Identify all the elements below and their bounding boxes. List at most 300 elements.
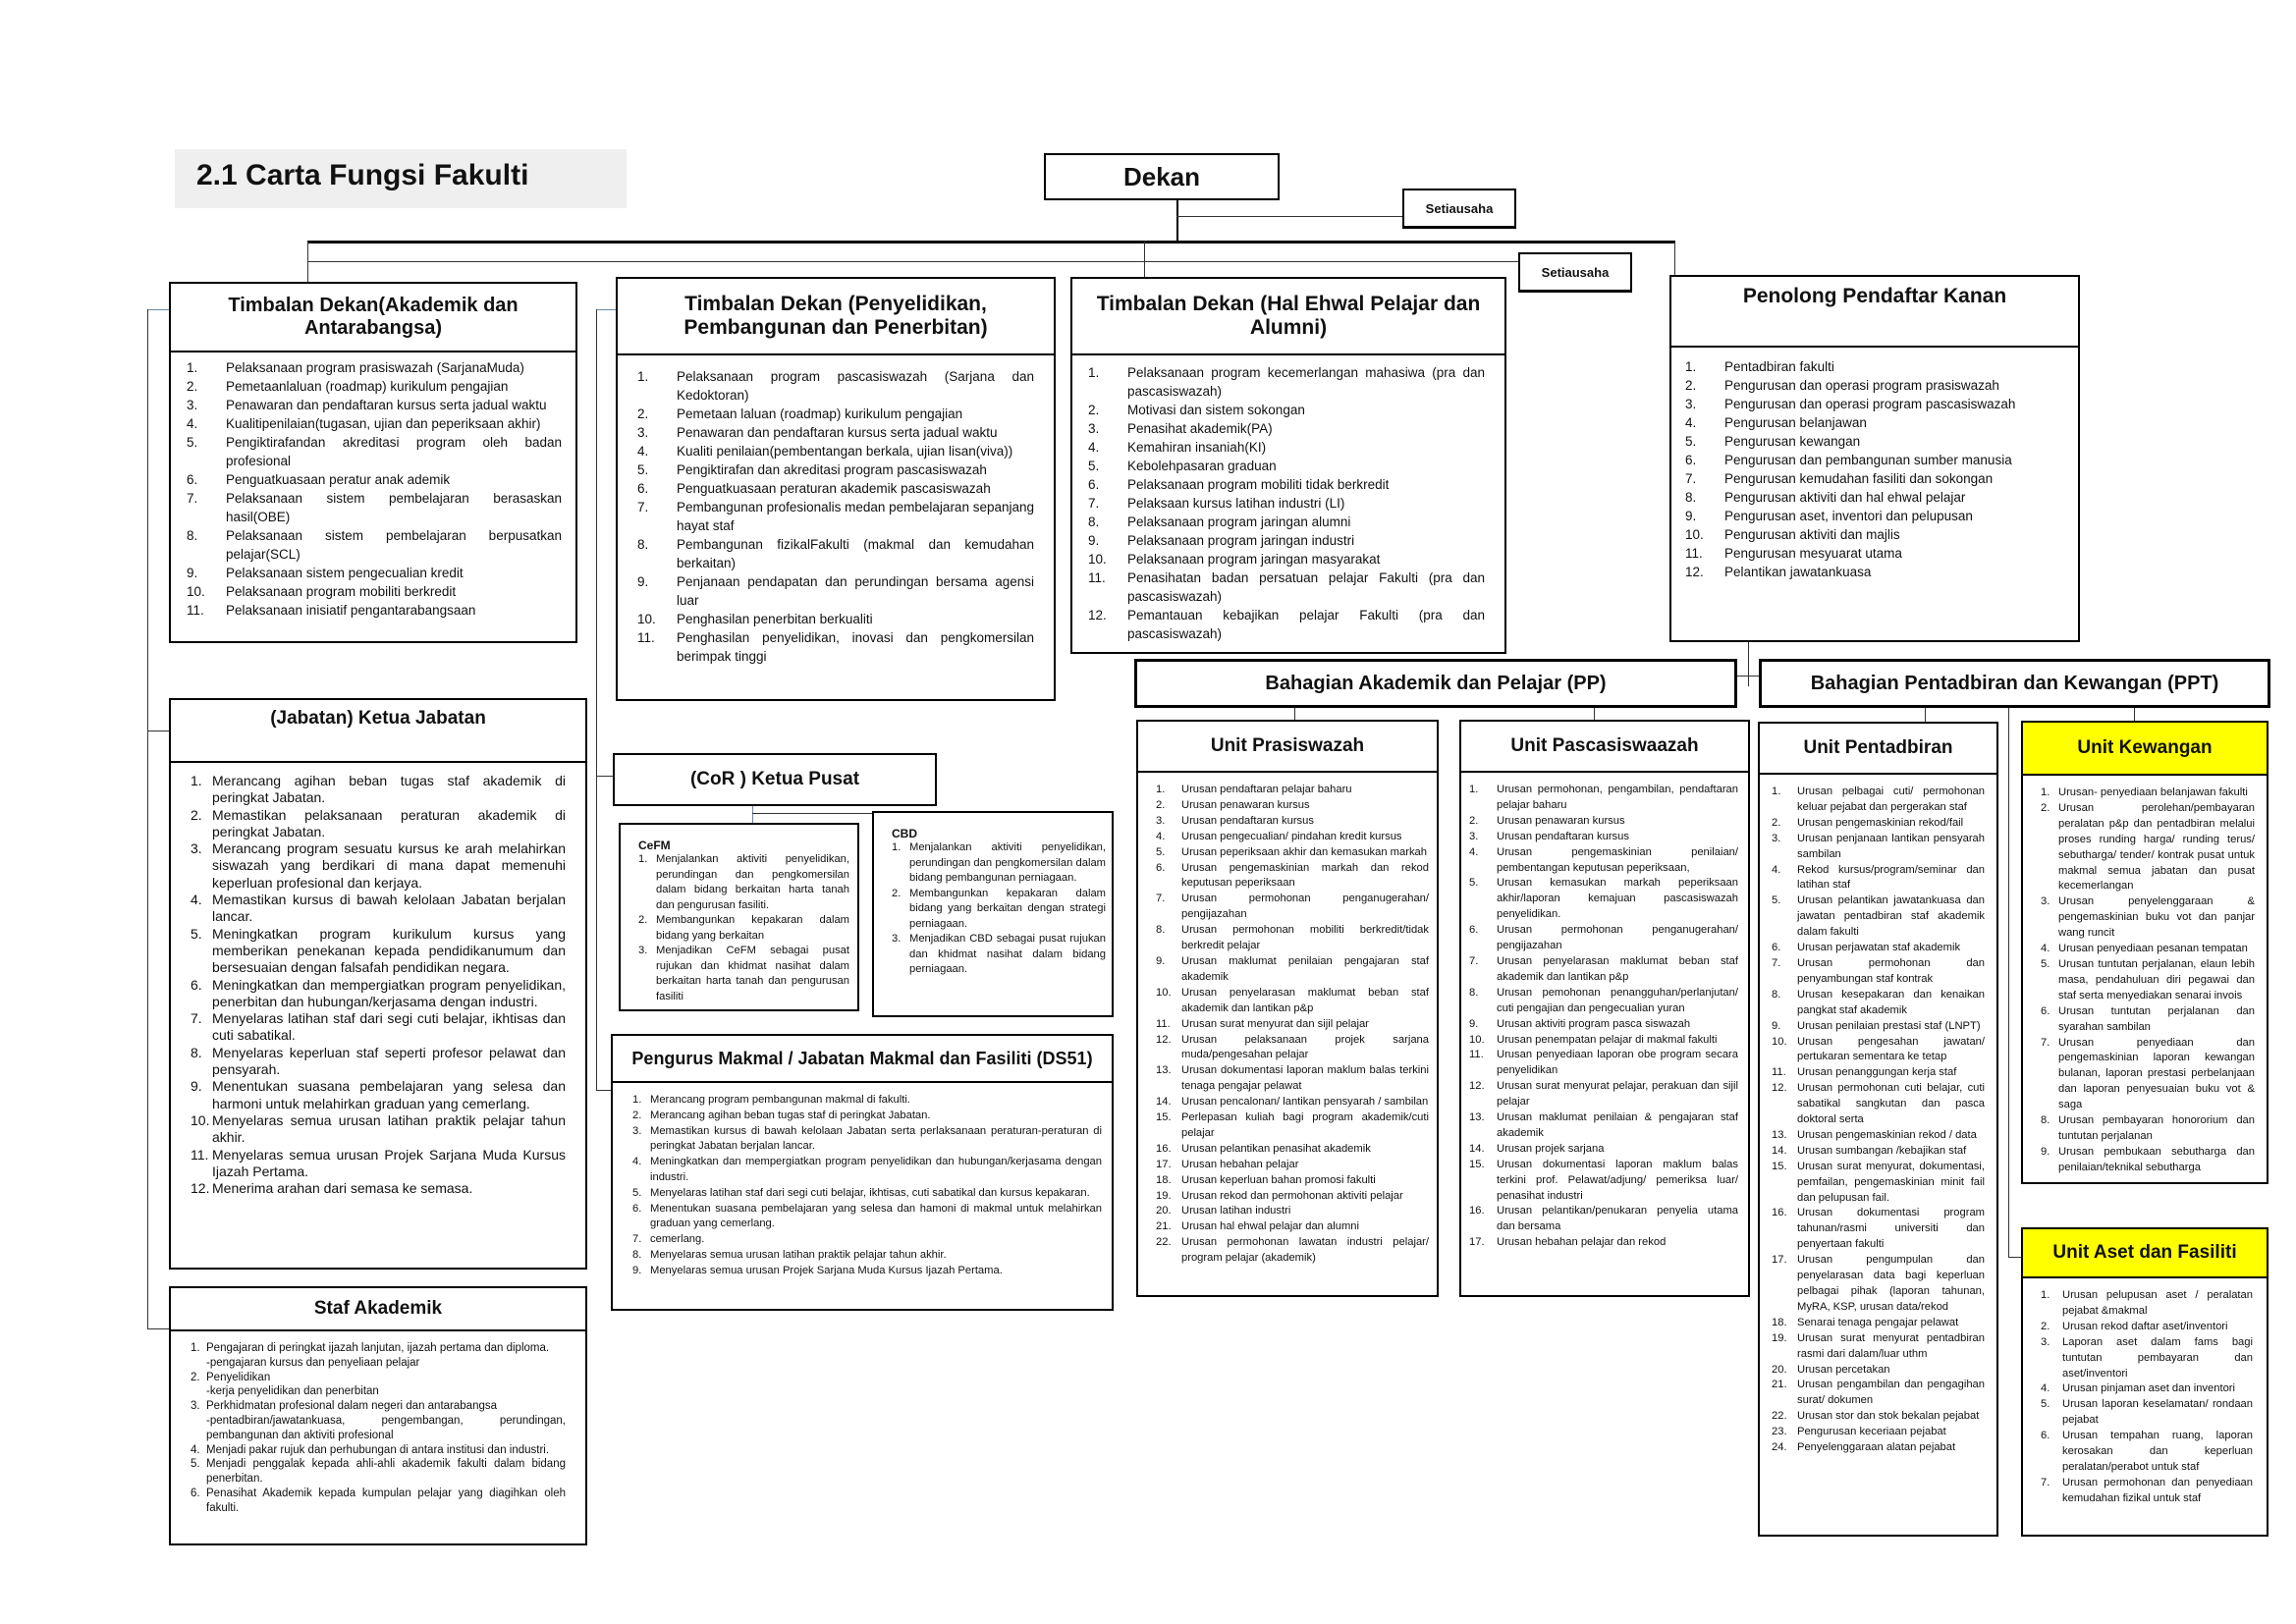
- list-item-main: Urusan permohonan penganugerahan/ pengijazahan: [1181, 893, 1429, 921]
- list-item-text: [1127, 363, 1485, 401]
- list-item: [1469, 1235, 1738, 1251]
- list-item-number: 4.: [1156, 830, 1166, 842]
- list-item-main: Urusan permohonan lawatan industri pelajar/ program pelajar (akademik): [1181, 1236, 1429, 1265]
- list-item-text: [1797, 1331, 1985, 1363]
- list-item: [637, 367, 1034, 405]
- list-item: [1685, 451, 2064, 469]
- list-item-main: Penyelidikan: [206, 1371, 271, 1383]
- list-item: [2041, 1288, 2253, 1320]
- list-item: [637, 628, 1034, 666]
- list-item-main: Pembangunan profesionalis medan pembelajaran sepanjang hayat staf: [677, 500, 1035, 533]
- list-item-main: Urusan perolehan/pembayaran peralatan p&p dan pentadbiran melalui proses runding harga/ runding terus/ sebutharga/ tender/ kontrak pusat untuk makmal semua jabatan dan pusat kecemerlangan: [2058, 801, 2255, 893]
- list-item-number: 4.: [2041, 943, 2050, 955]
- list-item-text: [226, 414, 562, 433]
- list-item-main: Pentadbiran fakulti: [1724, 359, 1834, 374]
- list-item: [1156, 1110, 1429, 1142]
- list-item-number: 2.: [191, 806, 202, 823]
- list-item-main: Pemetaanlaluan (roadmap) kurikulum pengajian: [226, 379, 509, 394]
- list-item-number: 3.: [1088, 421, 1100, 436]
- list-item-main: Urusan permohonan penganugerahan/ pengijazahan: [1497, 924, 1738, 952]
- list-item-text: [1497, 1235, 1738, 1251]
- list-item-text: [212, 807, 566, 841]
- list-item-main: Pelaksanaan program pascasiswazah (Sarjana dan Kedoktoran): [677, 369, 1034, 403]
- list-item: [2041, 1320, 2253, 1335]
- list-item-number: 10.: [1088, 552, 1107, 567]
- ketua-pusat-title: (CoR ) Ketua Pusat: [689, 769, 860, 789]
- list-item-main: Pengurusan kewangan: [1724, 434, 1861, 449]
- list-item: [892, 840, 1106, 887]
- list-item-main: Urusan dokumentasi program tahunan/rasmi universiti dan penyertaan fakulti: [1797, 1207, 1985, 1251]
- list-item: [1469, 1017, 1738, 1033]
- list-item-main: Pengiktirafan dan akreditasi program pascasiswazah: [677, 462, 987, 477]
- list-item: [1772, 1019, 1985, 1035]
- unit-aset-header: [2023, 1229, 2267, 1278]
- list-item-main: Penguatkuasaan peraturan akademik pascasiswazah: [677, 481, 991, 496]
- list-item-main: Menjadi pakar rujuk dan perhubungan di antara institusi dan industri.: [206, 1443, 550, 1456]
- list-item-text: [212, 892, 566, 926]
- list-item-number: 1.: [632, 1094, 642, 1106]
- list-item: [187, 433, 562, 470]
- list-item-text: [677, 628, 1034, 666]
- list-item-main: Urusan pencalonan/ lantikan pensyarah / sambilan: [1181, 1096, 1429, 1109]
- list-item-main: Menjadi penggalak kepada ahli-ahli akademik fakulti dalam bidang penerbitan.: [206, 1458, 566, 1486]
- list-item: [1156, 845, 1429, 861]
- list-item-main: Memastikan pelaksanaan peraturan akademik di peringkat Jabatan.: [212, 806, 566, 839]
- list-item-main: Motivasi dan sistem sokongan: [1127, 403, 1305, 417]
- list-item-number: 6.: [1469, 924, 1479, 937]
- list-item: [2041, 957, 2255, 1004]
- list-item: [1088, 550, 1485, 568]
- list-item-main: Urusan projek sarjana: [1497, 1142, 1605, 1155]
- list-item-main: Menyelaras semua urusan Projek Sarjana Muda Kursus Ijazah Pertama.: [212, 1146, 566, 1179]
- list-item: [187, 377, 562, 396]
- list-item-main: Urusan pengambilan dan pengagihan surat/ dokumen: [1797, 1379, 1985, 1407]
- td-hep-box: [1070, 277, 1506, 654]
- list-item-main: Pelaksanaan program jaringan masyarakat: [1127, 552, 1381, 567]
- list-item-main: Meningkatkan dan mempergiatkan program penyelidikan, penerbitan dan hubungan/kerjasama dengan industri.: [212, 976, 566, 1009]
- list-item-main: Merancang program pembangunan makmal di fakulti.: [650, 1094, 910, 1106]
- list-item-main: Pengiktirafandan akreditasi program oleh badan profesional: [226, 435, 562, 468]
- list-item-text: [1497, 923, 1738, 954]
- list-item: [187, 470, 562, 489]
- list-item: [1156, 923, 1429, 954]
- ketua-jabatan-header: [171, 700, 585, 763]
- list-item-number: 9.: [1088, 533, 1100, 548]
- list-item-text: [677, 442, 1034, 460]
- list-item-number: 8.: [191, 1044, 202, 1060]
- list-item-main: Urusan rekod dan permohonan aktiviti pelajar: [1181, 1189, 1403, 1202]
- list-item-text: [650, 1093, 1102, 1109]
- list-item-text: [212, 977, 566, 1011]
- list-item: [2041, 1476, 2253, 1507]
- list-item-main: Pelaksanaan program prasiswazah (SarjanaMuda): [226, 360, 524, 375]
- list-item-number: 3.: [187, 398, 198, 412]
- list-item-number: 16.: [1772, 1207, 1787, 1219]
- list-item: [892, 932, 1106, 978]
- list-item-main: Urusan penawaran kursus: [1181, 798, 1310, 811]
- list-item-number: 11.: [1088, 570, 1106, 585]
- list-item-text: [2062, 1335, 2253, 1382]
- unit-prasiswazah-box: [1136, 720, 1439, 1297]
- list-item-main: Pengurusan dan pembangunan sumber manusia: [1724, 453, 2012, 467]
- list-item-text: [206, 1443, 566, 1458]
- list-item: [2041, 1381, 2253, 1397]
- list-item-number: 1.: [2041, 786, 2050, 798]
- list-item: [191, 807, 566, 841]
- list-item: [1469, 783, 1738, 814]
- list-item-number: 5.: [1772, 894, 1781, 907]
- list-item: [1156, 814, 1429, 830]
- list-item-text: [212, 926, 566, 977]
- list-item-number: 4.: [1772, 863, 1781, 876]
- list-item-text: [212, 1078, 566, 1112]
- list-item-main: Urusan permohonan cuti belajar, cuti sabatikal sangkutan dan pasca doktoral serta: [1797, 1082, 1985, 1126]
- list-item-main: Urusan maklumat penilaian & pengajaran staf akademik: [1497, 1111, 1738, 1139]
- list-item-number: 7.: [1156, 893, 1166, 905]
- list-item-text: [1724, 544, 2064, 563]
- setiausaha-label-2: Setiausaha: [1541, 264, 1610, 280]
- unit-aset-box: [2021, 1227, 2269, 1537]
- list-item-main: Penasihatan badan persatuan pelajar Fakulti (pra dan pascasiswazah): [1127, 570, 1485, 604]
- list-item: [1772, 1035, 1985, 1066]
- list-item-number: 9.: [637, 574, 649, 589]
- list-item-main: Urusan pelantikan/penukaran penyelia utama dan bersama: [1497, 1205, 1738, 1233]
- list-item-number: 9.: [191, 1078, 202, 1095]
- list-item-text: [206, 1457, 566, 1487]
- list-item-text: [909, 932, 1106, 978]
- list-item-text: [1127, 494, 1485, 513]
- list-item-text: [1497, 986, 1738, 1017]
- list-item-main: Urusan pelupusan aset / peralatan pejabat &makmal: [2062, 1289, 2253, 1317]
- list-item: [637, 460, 1034, 479]
- list-item: [1685, 563, 2064, 581]
- list-item: [1772, 1144, 1985, 1160]
- list-item-number: 1.: [1088, 365, 1100, 380]
- list-item-main: Pemantauan kebajikan pelajar Fakulti (pra dan pascasiswazah): [1127, 608, 1485, 641]
- list-item-main: Urusan stor dan stok bekalan pejabat: [1797, 1410, 1980, 1423]
- list-item-main: Urusan keperluan bahan promosi fakulti: [1181, 1173, 1376, 1186]
- list-item-text: [1797, 1425, 1985, 1440]
- list-item-main: Urusan penyelarasan maklumat beban staf akademik dan lantikan p&p: [1181, 986, 1429, 1014]
- list-item-main: Urusan pengesahan jawatan/ pertukaran sementara ke tetap: [1797, 1035, 1985, 1063]
- list-item-text: [2062, 1397, 2253, 1429]
- list-item-main: Pelantikan jawatankuasa: [1724, 565, 1872, 579]
- list-item-text: [2062, 1476, 2253, 1507]
- list-item-text: [1497, 954, 1738, 986]
- list-item-number: 8.: [2041, 1114, 2050, 1127]
- list-item-main: Menjadikan CBD sebagai pusat rujukan dan khidmat nasihat dalam bidang perniagaan.: [909, 933, 1106, 975]
- list-item: [1469, 1204, 1738, 1235]
- list-item: [637, 610, 1034, 628]
- list-item-number: 14.: [1156, 1096, 1172, 1109]
- list-item-number: 10.: [637, 612, 656, 626]
- list-item-number: 3.: [1156, 814, 1166, 827]
- list-item-text: [1797, 1144, 1985, 1160]
- list-item: [191, 773, 566, 807]
- list-item: [1156, 1204, 1429, 1219]
- list-item-number: 11.: [191, 1146, 209, 1163]
- list-item: [632, 1186, 1102, 1202]
- list-item-text: [226, 601, 562, 620]
- list-item: [632, 1093, 1102, 1109]
- list-item-text: [226, 526, 562, 564]
- ppk-box: [1669, 275, 2080, 642]
- list-item-number: 7.: [1469, 954, 1479, 967]
- staf-akademik-list: [171, 1331, 585, 1516]
- list-item: [1685, 544, 2064, 563]
- list-item-main: Urusan penyelenggaraan & pengemaskinian buku vot dan panjar wang runcit: [2058, 895, 2255, 940]
- list-item-number: 6.: [1156, 861, 1166, 874]
- list-item-text: [1181, 1189, 1429, 1205]
- list-item: [1469, 923, 1738, 954]
- list-item-text: [1181, 861, 1429, 893]
- list-item: [1772, 1363, 1985, 1379]
- list-item-number: 7.: [2041, 1036, 2050, 1049]
- list-item: [191, 1147, 566, 1181]
- unit-pentadbiran-header: [1760, 724, 1996, 775]
- list-item-text: [650, 1124, 1102, 1156]
- list-item-number: 2.: [1772, 816, 1781, 829]
- list-item-text: [677, 367, 1034, 405]
- unit-kewangan-list: [2023, 776, 2267, 1176]
- list-item-number: 6.: [2041, 1004, 2050, 1017]
- list-item-text: [1797, 1409, 1985, 1425]
- list-item-number: 2.: [638, 914, 648, 926]
- makmal-box: [611, 1034, 1114, 1311]
- list-item-text: [1797, 832, 1985, 863]
- list-item: [1772, 816, 1985, 832]
- list-item-number: 5.: [1685, 434, 1697, 449]
- td-hep-list: [1072, 355, 1504, 643]
- list-item-main: Pengurusan keceriaan pejabat: [1797, 1426, 1946, 1438]
- list-item-number: 17.: [1469, 1236, 1485, 1249]
- list-item-text: [1724, 507, 2064, 525]
- list-item: [1772, 1160, 1985, 1207]
- list-item: [2041, 942, 2255, 957]
- staf-akademik-title: Staf Akademik: [313, 1298, 443, 1319]
- list-item-main: Urusan rekod daftar aset/inventori: [2062, 1320, 2228, 1332]
- list-item-text: [656, 944, 849, 1004]
- list-item: [187, 396, 562, 414]
- list-item-text: [2062, 1381, 2253, 1397]
- list-item-number: 22.: [1156, 1236, 1172, 1249]
- unit-aset-title: Unit Aset dan Fasiliti: [2052, 1242, 2237, 1263]
- list-item: [2041, 1036, 2255, 1114]
- list-item-number: 5.: [191, 925, 202, 942]
- td-penyelidikan-title: Timbalan Dekan (Penyelidikan, Pembangunan dan Penerbitan): [683, 293, 988, 339]
- list-item-number: 1.: [637, 369, 649, 384]
- list-item: [191, 1045, 566, 1079]
- list-item-text: [1797, 1378, 1985, 1409]
- list-item-number: 8.: [1156, 924, 1166, 937]
- unit-pascasiswazah-box: [1459, 720, 1750, 1297]
- list-item-text: [1797, 1160, 1985, 1207]
- list-item-number: 8.: [1469, 986, 1479, 999]
- list-item-number: 13.: [1469, 1111, 1485, 1124]
- list-item: [191, 1487, 566, 1516]
- list-item-main: Menyelaras latihan staf dari segi cuti belajar, ikhtisas dan cuti sabatikal.: [212, 1010, 566, 1044]
- list-item-main: Memastikan kursus di bawah kelolaan Jabatan serta perlaksanaan peraturan-peraturan di peringkat Jabatan berjalan lancar.: [650, 1124, 1102, 1153]
- list-item: [2041, 801, 2255, 894]
- list-item-number: 16.: [1156, 1142, 1172, 1155]
- list-item-text: [650, 1155, 1102, 1186]
- list-item-number: 5.: [632, 1186, 642, 1199]
- list-item-main: Membangunkan kepakaran dalam bidang yang berkaitan dengan strategi perniagaan.: [909, 887, 1106, 930]
- list-item-text: [2062, 1320, 2253, 1335]
- list-item-text: [1181, 1204, 1429, 1219]
- list-item: [1772, 1253, 1985, 1316]
- list-item-text: [1127, 475, 1485, 494]
- list-item: [1772, 1316, 1985, 1331]
- td-akademik-box: [169, 282, 577, 643]
- list-item-main: Memastikan kursus di bawah kelolaan Jabatan berjalan lancar.: [212, 892, 566, 925]
- list-item-main: Urusan pembayaran honororium dan tuntutan perjalanan: [2058, 1114, 2255, 1142]
- list-item-text: [226, 564, 562, 582]
- list-item-main: Pengurusan dan operasi program pascasiswazah: [1724, 397, 2016, 411]
- list-item-number: 6.: [637, 481, 649, 496]
- list-item-text: [1724, 563, 2064, 581]
- list-item-main: Urusan pengemaskinian markah dan rekod keputusan peperiksaan: [1181, 861, 1429, 890]
- list-item-text: [1497, 845, 1738, 877]
- list-item-main: Urusan penawaran kursus: [1497, 814, 1625, 827]
- list-item-text: [1181, 1158, 1429, 1173]
- list-item: [1156, 861, 1429, 893]
- list-item-text: [1797, 1081, 1985, 1128]
- list-item-main: Urusan permohonan mobiliti berkredit/tidak berkredit pelajar: [1181, 924, 1429, 952]
- list-item-text: [1797, 893, 1985, 941]
- cbd-box: [872, 811, 1114, 1017]
- list-item: [191, 1010, 566, 1045]
- list-item-main: Menjalankan aktiviti penyelidikan, perundingan dan pengkomersilan dalam bidang pembangunan perniagaan.: [909, 841, 1106, 884]
- list-item-number: 3.: [1685, 397, 1697, 411]
- list-item-number: 4.: [637, 444, 649, 459]
- list-item-number: 1.: [1772, 785, 1781, 797]
- list-item-text: [1127, 401, 1485, 419]
- staf-akademik-header: [171, 1288, 585, 1331]
- list-item-main: Urusan penjanaan lantikan pensyarah sambilan: [1797, 832, 1985, 860]
- list-item-number: 5.: [187, 435, 198, 450]
- list-item-number: 5.: [2041, 1398, 2050, 1411]
- list-item-text: [212, 1010, 566, 1045]
- list-item-text: [909, 840, 1106, 887]
- list-item: [2041, 894, 2255, 942]
- list-item-main: Pembangunan fizikalFakulti (makmal dan kemudahan berkaitan): [677, 537, 1034, 570]
- list-item-main: cemerlang.: [650, 1233, 705, 1246]
- list-item-text: [1127, 550, 1485, 568]
- list-item-main: Kualitipenilaian(tugasan, ujian dan peperiksaan akhir): [226, 416, 541, 431]
- list-item-number: 1.: [1469, 784, 1479, 795]
- list-item-text: [1797, 863, 1985, 894]
- list-item-main: Urusan tuntutan perjalanan, elaun lebih masa, pendahuluan diri pegawai dan staf serta menyediakan senarai invois: [2058, 957, 2255, 1001]
- list-item-text: [1127, 513, 1485, 531]
- list-item-text: [212, 1147, 566, 1181]
- list-item-text: [1497, 1204, 1738, 1235]
- list-item-text: [212, 840, 566, 892]
- list-item-text: [1181, 1142, 1429, 1158]
- list-item-text: [212, 1180, 566, 1197]
- list-item-main: Urusan kemasukan markah peperiksaan akhir/laporan kemajuan pascasiswazah penyelidikan.: [1497, 877, 1738, 921]
- list-item: [1469, 1158, 1738, 1205]
- list-item: [1088, 531, 1485, 550]
- list-item-main: Urusan kesepakaran dan kenaikan pangkat staf akademik: [1797, 988, 1985, 1016]
- list-item-main: Urusan pelantikan jawatankuasa dan jawatan pentadbiran staf akademik dalam fakulti: [1797, 894, 1985, 939]
- list-item-number: 2.: [1685, 378, 1697, 393]
- list-item-main: Penghasilan penyelidikan, inovasi dan pengkomersilan berimpak tinggi: [677, 630, 1034, 664]
- list-item: [632, 1232, 1102, 1248]
- list-item: [1156, 1158, 1429, 1173]
- list-item-text: [650, 1264, 1102, 1279]
- list-item-main: Urusan penanggungan kerja staf: [1797, 1066, 1957, 1079]
- list-item-number: 4.: [632, 1156, 642, 1168]
- list-item-main: Urusan peperiksaan akhir dan kemasukan markah: [1181, 845, 1427, 858]
- list-item-text: [656, 852, 849, 913]
- list-item: [638, 944, 849, 1004]
- list-item-main: Pelaksanaan program jaringan industri: [1127, 533, 1355, 548]
- list-item-main: Urusan perjawatan staf akademik: [1797, 942, 1961, 954]
- list-item: [1156, 954, 1429, 986]
- list-item-number: 5.: [1469, 877, 1479, 890]
- list-item-main: Pengurusan aktiviti dan majlis: [1724, 527, 1900, 542]
- list-item-main: Urusan penyelarasan maklumat beban staf akademik dan lantikan p&p: [1497, 954, 1738, 983]
- list-item-number: 9.: [1156, 954, 1166, 967]
- list-item-text: [1181, 1063, 1429, 1095]
- list-item-number: 8.: [1088, 514, 1100, 529]
- list-item-text: [212, 1045, 566, 1079]
- list-item-main: Urusan hal ehwal pelajar dan alumni: [1181, 1220, 1359, 1233]
- list-item-number: 20.: [1156, 1205, 1172, 1218]
- list-item-text: [650, 1186, 1102, 1202]
- list-item-main: Urusan pengemaskinian penilaian/ pembentangan keputusan peperiksaan,: [1497, 845, 1738, 874]
- list-item-main: Pengajaran di peringkat ijazah lanjutan, ijazah pertama dan diploma.: [206, 1342, 550, 1354]
- list-item-main: Urusan surat menyurat pelajar, perakuan dan sijil pelajar: [1497, 1080, 1738, 1109]
- list-item-main: Perlepasan kuliah bagi program akademik/cuti pelajar: [1181, 1111, 1429, 1139]
- list-item-number: 6.: [191, 976, 202, 993]
- list-item-main: Merancang agihan beban tugas staf di peringkat Jabatan.: [650, 1109, 931, 1121]
- list-item: [637, 479, 1034, 498]
- list-item: [1685, 432, 2064, 451]
- list-item-main: Perkhidmatan profesional dalam negeri dan antarabangsa: [206, 1400, 498, 1413]
- list-item: [1469, 1110, 1738, 1142]
- list-item-text: [1797, 1128, 1985, 1144]
- list-item-number: 1.: [892, 841, 902, 853]
- list-item-number: 20.: [1772, 1363, 1787, 1376]
- list-item: [1156, 1173, 1429, 1189]
- list-item-text: [226, 377, 562, 396]
- cbd-list: [892, 840, 1106, 978]
- list-item: [1772, 1081, 1985, 1128]
- list-item-text: [909, 887, 1106, 933]
- list-item: [1469, 876, 1738, 923]
- list-item-text: [1181, 783, 1429, 798]
- list-item-number: 5.: [1088, 459, 1100, 473]
- list-item: [638, 852, 849, 913]
- list-item-main: Urusan pelbagai cuti/ permohonan keluar pejabat dan pergerakan staf: [1797, 785, 1985, 813]
- ppk-header: [1671, 277, 2078, 348]
- list-item-main: Urusan hebahan pelajar dan rekod: [1497, 1236, 1667, 1249]
- list-item-number: 4.: [1469, 845, 1479, 858]
- list-item-number: 6.: [191, 1487, 200, 1499]
- list-item-text: [1797, 1253, 1985, 1316]
- unit-pascasiswazah-title: Unit Pascasiswaazah: [1510, 735, 1699, 756]
- list-item: [1685, 357, 2064, 376]
- list-item-text: [1724, 357, 2064, 376]
- list-item: [1772, 1378, 1985, 1409]
- list-item-text: [1497, 1033, 1738, 1049]
- list-item-number: 6.: [1088, 477, 1100, 492]
- page-title-band: [175, 149, 627, 208]
- list-item-text: [1797, 1316, 1985, 1331]
- list-item: [1156, 1017, 1429, 1033]
